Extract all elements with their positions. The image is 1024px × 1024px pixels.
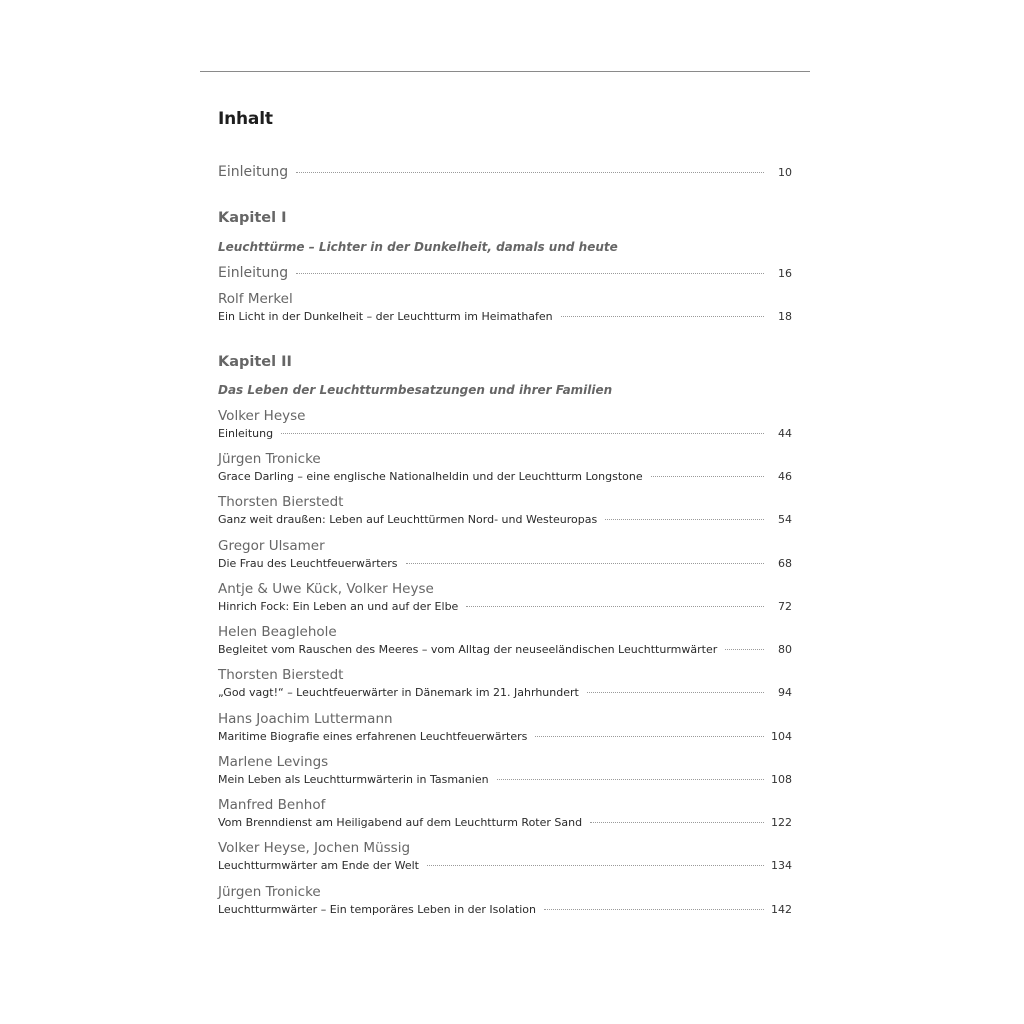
- toc-page-number: 72: [778, 600, 792, 613]
- toc-entry-author: Volker Heyse, Jochen Müssig: [218, 840, 411, 856]
- toc-page-number: 54: [778, 513, 792, 526]
- toc-page-number: 16: [778, 267, 792, 280]
- toc-entry-chapter-1-intro[interactable]: [218, 265, 792, 281]
- dot-leader: [427, 865, 764, 866]
- toc-page-number: 68: [778, 557, 792, 570]
- toc-entry[interactable]: [218, 513, 792, 526]
- toc-entry-title: Grace Darling – eine englische Nationalheldin und der Leuchtturm Longstone: [218, 470, 643, 483]
- dot-leader: [725, 649, 764, 650]
- toc-entry-author: Thorsten Bierstedt: [218, 494, 344, 510]
- toc-entry[interactable]: [218, 557, 792, 570]
- toc-entry-author: Antje & Uwe Kück, Volker Heyse: [218, 581, 434, 597]
- toc-page-number: 108: [771, 773, 792, 786]
- toc-page-number: 44: [778, 427, 792, 440]
- toc-entry-title: Vom Brenndienst am Heiligabend auf dem Leuchtturm Roter Sand: [218, 816, 583, 829]
- dot-leader: [466, 606, 764, 607]
- toc-entry-title: Hinrich Fock: Ein Leben an und auf der Elbe: [218, 600, 459, 613]
- toc-entry[interactable]: [218, 816, 792, 829]
- toc-entry[interactable]: [218, 643, 792, 656]
- toc-entry[interactable]: [218, 686, 792, 699]
- toc-entry-title: Leuchtturmwärter – Ein temporäres Leben in der Isolation: [218, 903, 537, 916]
- dot-leader: [590, 822, 764, 823]
- toc-entry[interactable]: [218, 903, 792, 916]
- chapter-1-subtitle: Leuchttürme – Lichter in der Dunkelheit, damals und heute: [218, 240, 618, 254]
- toc-entry-title: „God vagt!“ – Leuchtfeuerwärter in Dänemark im 21. Jahrhundert: [218, 686, 579, 699]
- toc-entry-title: Mein Leben als Leuchtturmwärterin in Tasmanien: [218, 773, 489, 786]
- dot-leader: [587, 692, 764, 693]
- toc-entry-title: Begleitet vom Rauschen des Meeres – vom Alltag der neuseeländischen Leuchtturmwärter: [218, 643, 718, 656]
- dot-leader: [544, 909, 764, 910]
- dot-leader: [605, 519, 764, 520]
- toc-heading: Inhalt: [218, 109, 273, 129]
- toc-entry-author: Gregor Ulsamer: [218, 538, 325, 554]
- top-rule: [200, 71, 810, 72]
- toc-page-number: 104: [771, 730, 792, 743]
- toc-entry-author: Thorsten Bierstedt: [218, 667, 344, 683]
- toc-entry-title: Maritime Biografie eines erfahrenen Leuchtfeuerwärters: [218, 730, 528, 743]
- toc-entry-title: Ganz weit draußen: Leben auf Leuchttürmen Nord- und Westeuropas: [218, 513, 598, 526]
- toc-entry[interactable]: [218, 859, 792, 872]
- toc-entry-author: Manfred Benhof: [218, 797, 326, 813]
- dot-leader: [651, 476, 764, 477]
- toc-entry-title: Leuchtturmwärter am Ende der Welt: [218, 859, 419, 872]
- dot-leader: [296, 172, 764, 173]
- toc-entry[interactable]: [218, 773, 792, 786]
- toc-page-number: 46: [778, 470, 792, 483]
- toc-entry-author: Rolf Merkel: [218, 291, 293, 307]
- toc-entry-title: Ein Licht in der Dunkelheit – der Leuchtturm im Heimathafen: [218, 310, 553, 323]
- toc-entry-author: Jürgen Tronicke: [218, 451, 321, 467]
- toc-entry-intro[interactable]: [218, 164, 792, 180]
- toc-entry[interactable]: [218, 310, 792, 323]
- toc-entry-author: Jürgen Tronicke: [218, 884, 321, 900]
- toc-entry-author: Helen Beaglehole: [218, 624, 337, 640]
- toc-page-number: 94: [778, 686, 792, 699]
- toc-page-number: 134: [771, 859, 792, 872]
- toc-entry-title: Die Frau des Leuchtfeuerwärters: [218, 557, 398, 570]
- dot-leader: [281, 433, 764, 434]
- toc-entry-author: Hans Joachim Luttermann: [218, 711, 393, 727]
- toc-page-number: 80: [778, 643, 792, 656]
- chapter-1-title: Kapitel I: [218, 210, 287, 226]
- toc-entry-author: Marlene Levings: [218, 754, 329, 770]
- toc-entry[interactable]: [218, 730, 792, 743]
- toc-page-number: 10: [778, 166, 792, 179]
- dot-leader: [296, 273, 764, 274]
- toc-entry-title: Einleitung: [218, 427, 274, 440]
- dot-leader: [497, 779, 764, 780]
- dot-leader: [535, 736, 764, 737]
- toc-page-number: 142: [771, 903, 792, 916]
- chapter-2-subtitle: Das Leben der Leuchtturmbesatzungen und ihrer Familien: [218, 383, 613, 397]
- toc-entry[interactable]: [218, 600, 792, 613]
- dot-leader: [561, 316, 764, 317]
- toc-entry-title: Einleitung: [218, 164, 289, 180]
- dot-leader: [406, 563, 764, 564]
- toc-page-number: 18: [778, 310, 792, 323]
- toc-page-number: 122: [771, 816, 792, 829]
- toc-entry[interactable]: [218, 470, 792, 483]
- toc-entry-author: Volker Heyse: [218, 408, 306, 424]
- toc-entry[interactable]: [218, 427, 792, 440]
- toc-entry-title: Einleitung: [218, 265, 289, 281]
- chapter-2-title: Kapitel II: [218, 354, 292, 370]
